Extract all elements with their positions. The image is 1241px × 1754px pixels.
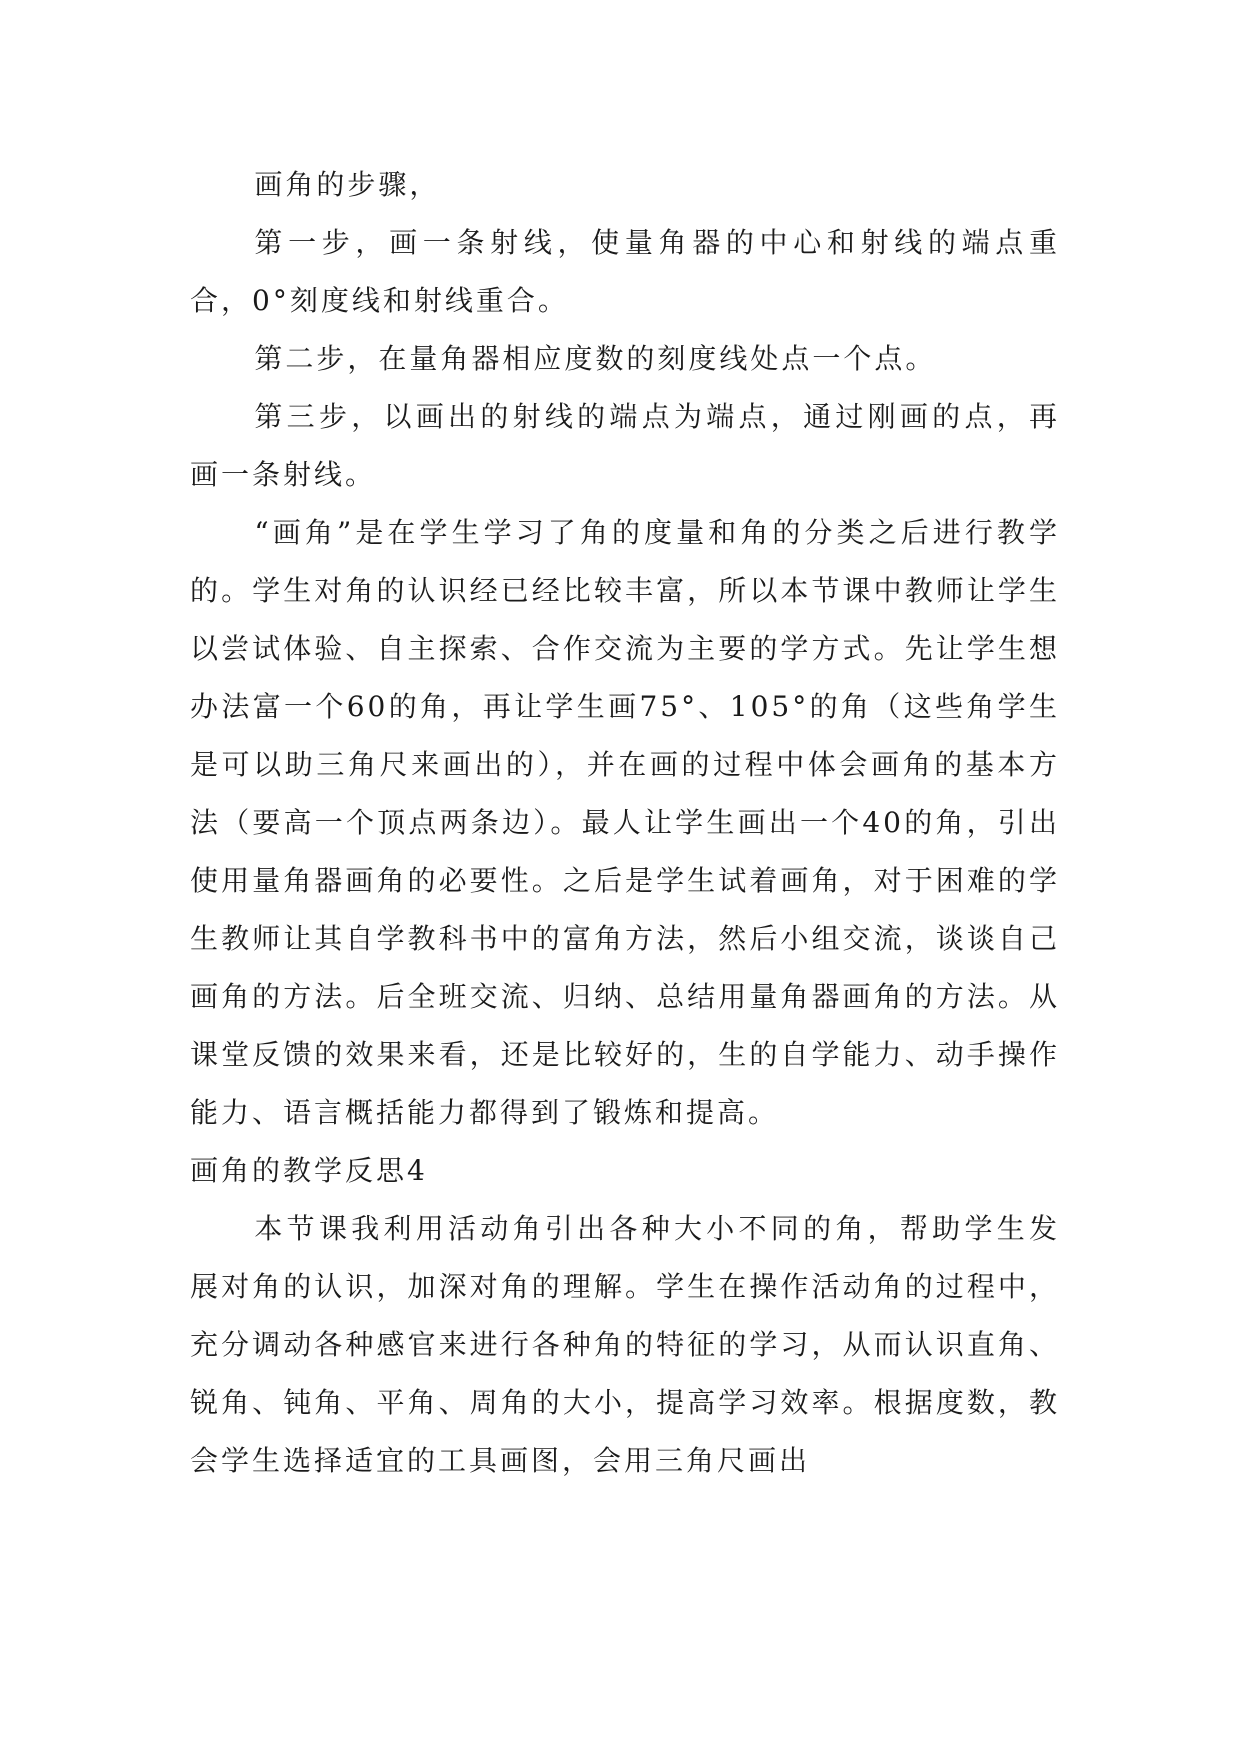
- paragraph-reflection-3: “画角”是在学生学习了角的度量和角的分类之后进行教学的。学生对角的认识经已经比较丰富，所以本节课中教师让学生以尝试体验、自主探索、合作交流为主要的学方式。先让学生想办法富一个60的角，再让学生画75°、105°的角（这些角学生是可以助三角尺来画出的），并在画的过程中体会画角的基本方法（要高一个顶点两条边）。最人让学生画出一个40的角，引出使用量角器画角的必要性。之后是学生试着画角，对于困难的学生教师让其自学教科书中的富角方法，然后小组交流，谈谈自己画角的方法。后全班交流、归纳、总结用量角器画角的方法。从课堂反馈的效果来看，还是比较好的，生的自学能力、动手操作能力、语言概括能力都得到了锻炼和提高。: [190, 516, 1060, 1129]
- paragraph-step-two: 第二步，在量角器相应度数的刻度线处点一个点。: [254, 342, 937, 375]
- document-body: [190, 156, 1060, 1490]
- paragraph-step-three: 第三步，以画出的射线的端点为端点，通过刚画的点，再画一条射线。: [190, 400, 1060, 491]
- paragraph-step-one: 第一步，画一条射线，使量角器的中心和射线的端点重合，0°刻度线和射线重合。: [190, 226, 1060, 317]
- paragraph-steps-intro: 画角的步骤，: [254, 168, 441, 201]
- section-heading-reflection-4: 画角的教学反思4: [190, 1154, 428, 1187]
- paragraph-reflection-4: 本节课我利用活动角引出各种大小不同的角，帮助学生发展对角的认识，加深对角的理解。学生在操作活动角的过程中，充分调动各种感官来进行各种角的特征的学习，从而认识直角、锐角、钝角、平角、周角的大小，提高学习效率。根据度数，教会学生选择适宜的工具画图，会用三角尺画出: [190, 1212, 1060, 1477]
